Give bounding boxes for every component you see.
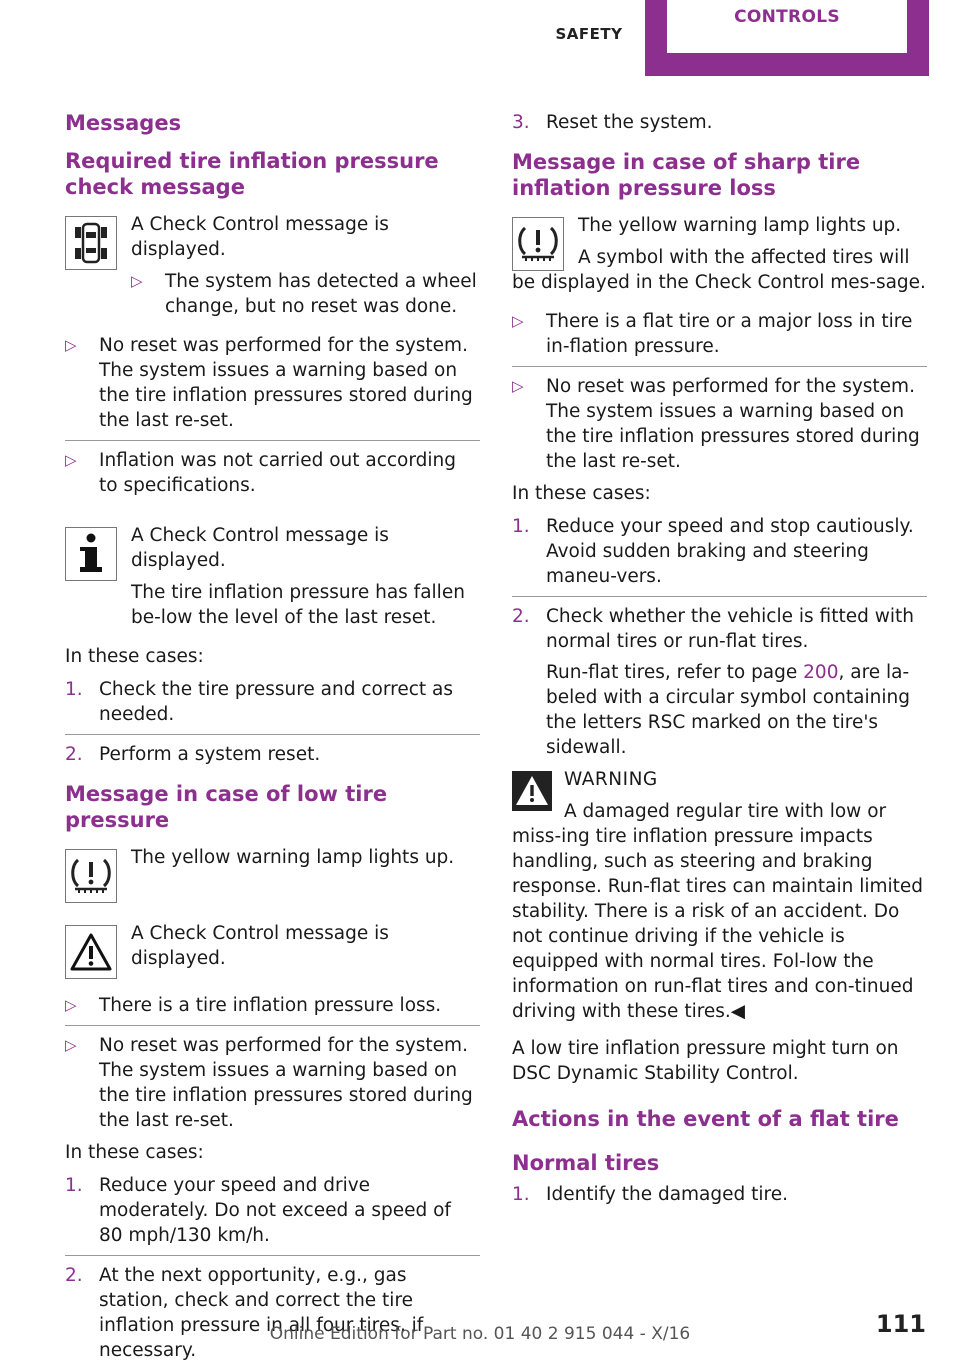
page-link[interactable]: 200 (803, 662, 839, 683)
heading-actions: Actions in the event of a flat tire (512, 1107, 899, 1131)
list-item (65, 1173, 480, 1256)
heading-check-message: Required tire inflation pressure check message (65, 149, 439, 199)
runflat-note (546, 660, 927, 760)
list-item (512, 1182, 927, 1207)
icon4-text: A Check Control message is displayed. (131, 923, 389, 969)
list-item (65, 1033, 480, 1133)
step-text: At the next opportunity, e.g., gas station, check and correct the tire inflation pressure in all four tires, if necessary. (99, 1265, 424, 1361)
bullet-triangle-icon: ▷ (65, 1036, 77, 1054)
list-item (512, 604, 927, 760)
icon-block-triangle (65, 921, 480, 979)
step-number: 1. (512, 1184, 530, 1205)
bullet-triangle-icon: ▷ (512, 312, 524, 330)
bullet-triangle-icon: ▷ (131, 272, 143, 290)
warning-title: WARNING (564, 769, 658, 790)
list-item (65, 742, 480, 767)
step-text: Perform a system reset. (99, 744, 321, 765)
dsc-note: A low tire inflation pressure might turn on DSC Dynamic Stability Control. (512, 1038, 899, 1084)
warning-block (512, 767, 927, 1024)
list-item (512, 514, 927, 597)
bullet-triangle-icon: ▷ (65, 996, 77, 1014)
icon-block-lamp (65, 845, 480, 903)
list-item (65, 333, 480, 441)
icon5-text-1: The yellow warning lamp lights up. (578, 215, 902, 236)
list-item (65, 993, 480, 1026)
tab-controls-label: CONTROLS (667, 0, 907, 53)
list-item (512, 110, 927, 135)
edition-footer: Online Edition for Part no. 01 40 2 915 044 - X/16 (269, 1324, 691, 1344)
list-item (131, 269, 480, 319)
bullet-text: The system has detected a wheel change, but no reset was done. (165, 271, 477, 317)
warning-text: A damaged regular tire with low or miss-ing tire inflation pressure impacts handling, such as steering and braking response. Run-flat tires can maintain limited stability. There is a risk of an accident. Do not continue driving if the vehicle is equipped with normal tires. Fol-low the information on run-flat tires and con-tinued driving with these tires.◀ (512, 801, 924, 1022)
step-number: 3. (512, 112, 530, 133)
bullet-triangle-icon: ▷ (512, 377, 524, 395)
icon2-text-1: A Check Control message is displayed. (131, 525, 389, 571)
right-column (512, 110, 927, 1214)
warning-icon (512, 771, 552, 811)
list-item (65, 448, 480, 498)
heading-messages: Messages (65, 111, 182, 135)
step-number: 2. (65, 744, 83, 765)
step-number: 1. (65, 679, 83, 700)
icon1-text: A Check Control message is displayed. (131, 214, 389, 260)
page-header (0, 0, 960, 80)
icon5-text-2: A symbol with the affected tires will be displayed in the Check Control mes-sage. (512, 247, 926, 293)
bullet-text: No reset was performed for the system. The system issues a warning based on the tire inflation pressures stored during the last re-set. (99, 1035, 473, 1131)
bullet-text: No reset was performed for the system. The system issues a warning based on the tire inflation pressures stored during the last re-set. (546, 376, 920, 472)
list-item (512, 374, 927, 474)
bullet-triangle-icon: ▷ (65, 336, 77, 354)
car-tire-reset-icon (65, 216, 117, 270)
heading-low-pressure: Message in case of low tire pressure (65, 782, 388, 832)
icon-block-reset (65, 212, 480, 319)
page-number: 111 (875, 1310, 926, 1338)
step-text: Reset the system. (546, 112, 713, 133)
left-column (65, 110, 480, 1370)
tab-safety[interactable]: SAFETY (555, 25, 623, 43)
in-cases-label: In these cases: (65, 1142, 204, 1163)
info-icon (65, 527, 117, 581)
tab-controls[interactable] (645, 0, 929, 76)
step-text: Check the tire pressure and correct as needed. (99, 679, 453, 725)
icon2-text-2: The tire inflation pressure has fallen be-low the level of the last reset. (131, 582, 465, 628)
tire-pressure-warning-icon (512, 217, 564, 271)
step-number: 1. (65, 1175, 83, 1196)
list-item (512, 309, 927, 367)
bullet-text: No reset was performed for the system. The system issues a warning based on the tire inflation pressures stored during the last re-set. (99, 335, 473, 431)
warning-triangle-icon (65, 925, 117, 979)
icon3-text: The yellow warning lamp lights up. (131, 847, 455, 868)
step-number: 1. (512, 516, 530, 537)
tire-pressure-warning-icon (65, 849, 117, 903)
list-item (65, 1263, 480, 1363)
step-text: Reduce your speed and drive moderately. Do not exceed a speed of 80 mph/130 km/h. (99, 1175, 451, 1246)
step-text: Reduce your speed and stop cautiously. Avoid sudden braking and steering maneu-vers. (546, 516, 914, 587)
runflat-pre: Run-flat tires, refer to page (546, 662, 804, 683)
step-number: 2. (65, 1265, 83, 1286)
icon-block-info (65, 523, 480, 630)
step-number: 2. (512, 606, 530, 627)
step-text: Identify the damaged tire. (546, 1184, 788, 1205)
runflat-post: , are la-beled with a circular symbol containing the letters RSC marked on the tire's sidewall. (546, 662, 910, 758)
bullet-text: Inflation was not carried out according to specifications. (99, 450, 457, 496)
bullet-text: There is a tire inflation pressure loss. (99, 995, 442, 1016)
in-cases-label: In these cases: (65, 646, 204, 667)
step-text: Check whether the vehicle is fitted with normal tires or run-flat tires. (546, 606, 914, 652)
bullet-triangle-icon: ▷ (65, 451, 77, 469)
heading-sharp-loss: Message in case of sharp tire inflation pressure loss (512, 150, 861, 200)
list-item (65, 677, 480, 735)
heading-normal-tires: Normal tires (512, 1151, 660, 1175)
bullet-text: There is a flat tire or a major loss in tire in-flation pressure. (546, 311, 913, 357)
in-cases-label: In these cases: (512, 483, 651, 504)
icon-block-sharp (512, 213, 927, 295)
